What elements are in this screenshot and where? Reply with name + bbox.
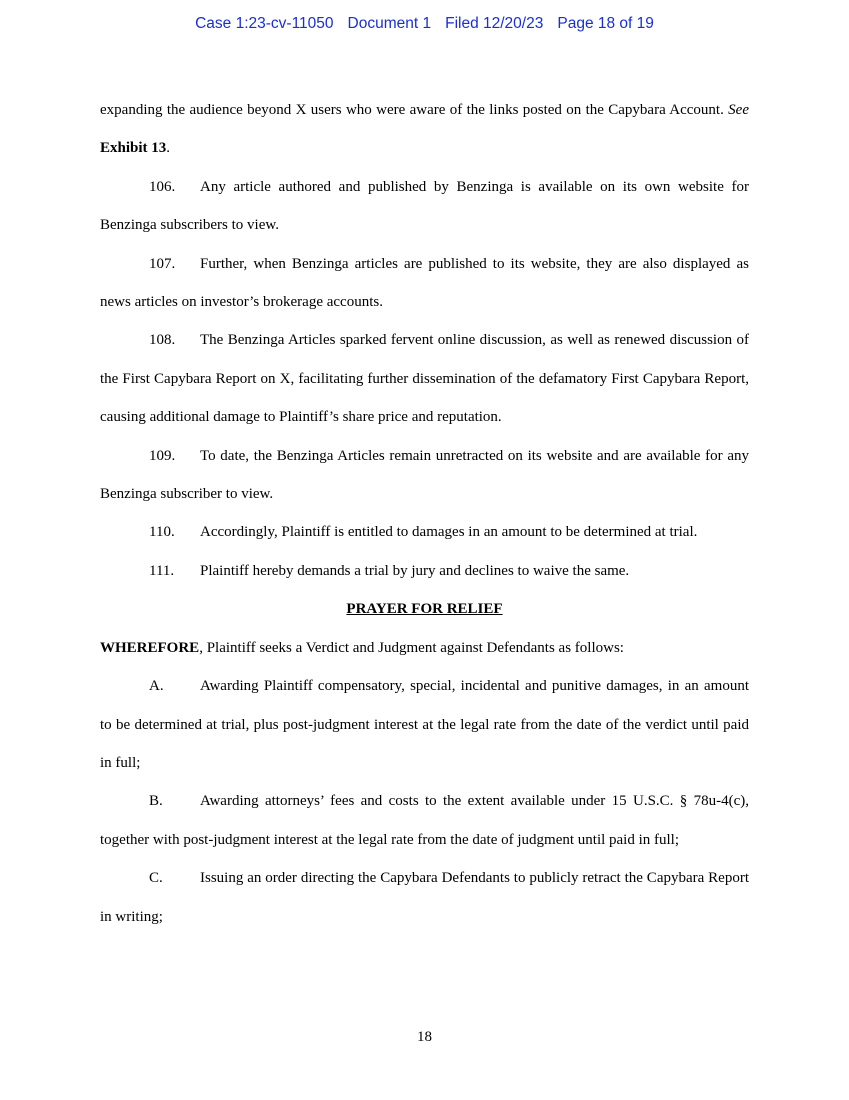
relief-text: Issuing an order directing the Capybara Defendants to publicly retract the Capybara Report in writing; — [100, 870, 749, 925]
wherefore-text: , Plaintiff seeks a Verdict and Judgment against Defendants as follows: — [199, 639, 624, 656]
paragraph-text: Any article authored and published by Benzinga is available on its own website for Benzinga subscribers to view. — [100, 178, 749, 234]
paragraph-text: expanding the audience beyond X users who were aware of the links posted on the Capybara Account. — [100, 102, 729, 118]
paragraph-number: 108. — [149, 332, 176, 349]
exhibit-reference: Exhibit 13 — [100, 140, 167, 157]
wherefore-label: WHEREFORE — [100, 639, 200, 656]
case-number: Case 1:23-cv-11050 — [195, 15, 334, 32]
filed-date: Filed 12/20/23 — [445, 15, 544, 32]
paragraph-number: 110. — [149, 524, 175, 541]
paragraph-text: To date, the Benzinga Articles remain unretracted on its website and are available for any Benzinga subscriber to view. — [100, 447, 749, 503]
paragraph-number: 109. — [149, 447, 176, 464]
relief-item-b — [100, 782, 749, 859]
paragraph-text: Plaintiff hereby demands a trial by jury and declines to waive the same. — [200, 562, 630, 579]
page-number: 18 — [417, 1029, 432, 1045]
paragraph-number: 106. — [149, 178, 176, 195]
paragraph-107 — [100, 245, 749, 322]
document-body — [100, 91, 749, 936]
paragraph-109 — [100, 437, 749, 514]
case-header — [0, 15, 849, 33]
relief-label: C. — [149, 870, 163, 887]
paragraph-text: The Benzinga Articles sparked fervent online discussion, as well as renewed discussion of the First Capybara Report on X, facilitating further dissemination of the defamatory First Capybara Report, causing additional damage to Plaintiff’s share price and reputation. — [100, 332, 749, 426]
paragraph-text: Accordingly, Plaintiff is entitled to damages in an amount to be determined at trial. — [200, 524, 698, 541]
relief-item-c — [100, 859, 749, 936]
document-number: Document 1 — [347, 15, 432, 32]
paragraph-text: Further, when Benzinga articles are published to its website, they are also displayed as news articles on investor’s brokerage accounts. — [100, 255, 749, 311]
relief-item-a — [100, 667, 749, 782]
paragraph-number: 107. — [149, 255, 176, 272]
see-signal: See — [728, 102, 749, 118]
paragraph-continued — [100, 91, 749, 168]
section-heading: PRAYER FOR RELIEF — [346, 601, 503, 618]
page-indicator: Page 18 of 19 — [557, 15, 654, 32]
wherefore-clause — [100, 629, 749, 667]
relief-label: A. — [149, 678, 164, 695]
paragraph-106 — [100, 168, 749, 245]
paragraph-110 — [100, 513, 749, 551]
paragraph-number: 111. — [149, 562, 175, 579]
period: . — [166, 140, 171, 157]
relief-text: Awarding attorneys’ fees and costs to the extent available under 15 U.S.C. § 78u-4(c), together with post-judgment interest at the legal rate from the date of judgment until paid in full; — [100, 793, 749, 848]
relief-label: B. — [149, 793, 163, 810]
paragraph-108 — [100, 321, 749, 436]
relief-text: Awarding Plaintiff compensatory, special, incidental and punitive damages, in an amount to be determined at trial, plus post-judgment interest at the legal rate from the date of the verdict until paid in full; — [100, 678, 749, 771]
paragraph-111 — [100, 552, 749, 590]
